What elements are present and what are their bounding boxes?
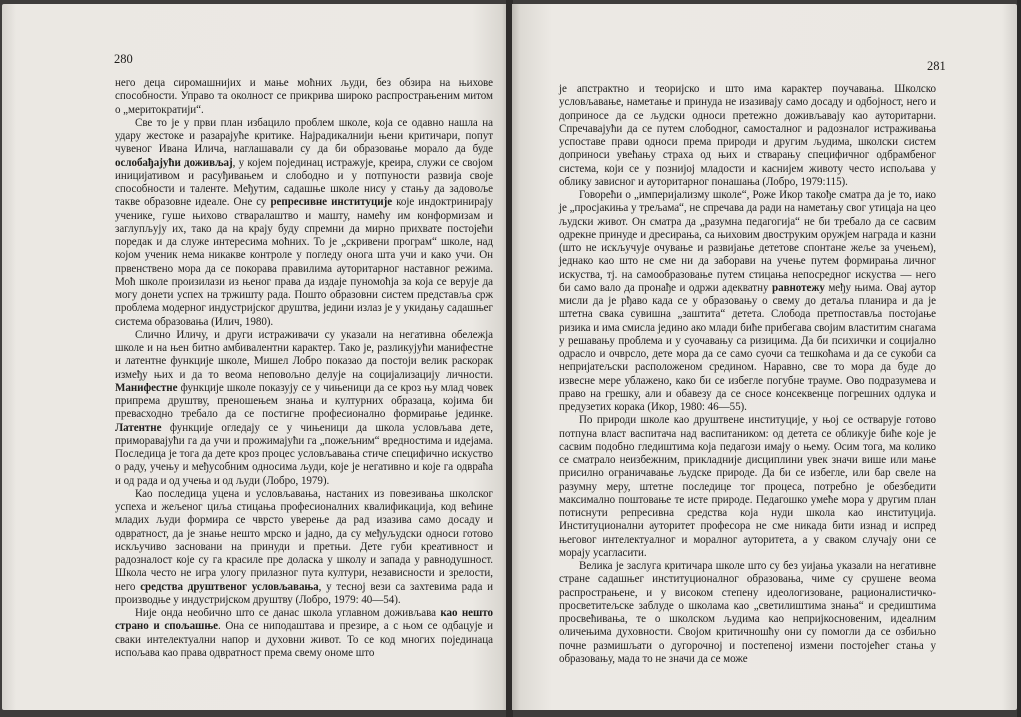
paragraph: [115, 488, 493, 607]
right-page: [512, 4, 1017, 710]
emphasis-text: као нешто страно и спољашње: [115, 607, 493, 633]
text-run: По природи школе као друштвене институције, у њој се остварује готово потпуна власт васпитача над васпитаником: од детета се обликује биће које је сасвим подобно гледиштима која педагози имају о њему. Осим тога, ма колико се сматрало неизбежним, прикладније дисциплини увек значи више или мање присилно ограничавање људске природе. Да би се избегле, или бар свеле на разумну меру, штетне последице тог процеса, потребно је обезбедити максимално поштовање те исте природе. Педагошко умеће мора у другим план потиснути репресивна средства која нуди школа као институција. Институционални ауторитет професора не сме никада бити изнад и испред његовог интелектуалног и моралног ауторитета, а у сваком случају они се морају усагласити.: [559, 414, 936, 559]
page-number: 281: [927, 59, 946, 73]
paragraph: [115, 329, 493, 488]
text-run: него деца сиромашнијих и мање моћних људи, без обзира на њихове способности. Управо та околност се прикрива широко распрострањеним митом о „меритократији“.: [115, 77, 493, 116]
text-run: Велика је заслуга критичара школе што су без уијања указали на негативне стране садашњег институционалног образовања, чиме су срушене веома распрострањене, и у високом степену идеологизоване, рационалистичко-просветитељске заблуде о школама као „светилиштима знања“ и средиштима просвећивања, те о школском људима као непријкосновеним, идеалним оличењима духовности. Својом критичношћу они су помогли да се озбиљно почне размишљати о дугорочној и постепеној измени постојећег стања у образовању, мада то не значи да се може: [559, 560, 936, 665]
paragraph: [115, 117, 493, 329]
emphasis-text: ослобађајући доживљај: [115, 156, 233, 169]
text-run: Говорећи о „империјализму школе“, Роже Икор такође сматра да је то, иако је „просјакиња у трељама“, не спречава да ради на наметању свог утицаја на цео људски живот. Он сматра да „разумна педагогија“ не би требало да се сасвим одрекне принуде и дресирања, са њиховим двоструким оружјем награда и казни (што не искључује очување и развијање дететове спонтане жеље за учењем), једнако као што не сме ни да заборави на учење путем формирања личног искуства, тј. на самообразовање путем стицања непосредног искуства — него би само вало да пронађе и одржи адекватну: [559, 189, 936, 294]
emphasis-text: Манифестне: [115, 381, 178, 394]
text-run: је апстрактно и теоријско и што има карактер поучавања. Школско условљавање, наметање и принуда не изазивају само досаду и одбојност, него и доприносе да се људски односи претежно доживљавају као ауторитарни. Спречавајући да се путем слободног, самосталног и радозналог истраживања успоставе прави односи према природи и другим људима, школски систем доприноси увећању страха од њих и стварању специфичног одбрамбеног система, који се у познијој младости и каснијем животу често испољава у облику зависног и ауторитарног понашања (Лобро, 1979:115).: [559, 83, 936, 188]
text-run: функције огледају се у чињеници да школа условљава дете, приморавајући га да учи и прожимајући га „пожељним“ вредностима и идејама. Последица је тога да дете кроз процес условљавања стиче специфично искуство о раду, учењу и међусобним односима људи, које је негативно и које га одвраћа и од рада и од учења и од људи (Лобро, 1979).: [115, 421, 493, 487]
text-run: , у којем појединац истражује, крeира, служи се својом иницијативом и расуђивањем и слободно и у потпуности развија своје способности и таленте. Међутим, садашње школе нису у стању да задовоље такве образовне идеале. Оне су: [115, 156, 493, 209]
page-body: [115, 77, 493, 660]
emphasis-text: Латентне: [115, 421, 162, 434]
paragraph: [559, 560, 936, 666]
text-run: међу њима. Овај аутор мисли да је рђаво када се у образовању о свему до детаља планира и да је штетна свака сувишна „заштита“ детета. Слобода претпоставља постојање ризика и има смисла једино ако млади биће прибегава својим властитим снагама у решавању проблема и у суочавању са ризицима. Да би психички и социјално одрасло и очврсло, дете мора да се само суочи са тешкоћама и да се сукоби са непријатељски расположеном срединoм. Наравно, све то мора да буде до извесне мере ублажено, како би се избегле погубне трауме. Ово подразумева и право на грешку, али и обавезу да се сносе консеквенце погрешних одлука и предузетих корака (Икор, 1980: 46—55).: [559, 281, 936, 413]
text-run: Слично Иличу, и други истраживачи су указали на негативна обележја школе и на њен битно амбивалентни карактер. Тако је, разликујући манифестне и латентне функције школе, Мишел Лобро показао да постоји велик раскорак између њих и да то веома неповољно делује на социјализацију личности.: [115, 328, 493, 381]
emphasis-text: средства друштвеног условљавања: [140, 580, 319, 593]
emphasis-text: равнотежу: [772, 281, 825, 294]
left-page: [2, 4, 507, 710]
paragraph: [559, 189, 936, 414]
text-run: , у тесној вези са захтевима рада и производње у индустријском друштву (Лобро, 1979: 40—54).: [115, 580, 493, 606]
scan-edge: [1017, 0, 1021, 717]
text-run: функције школе показују се у чињеници да се кроз њу млад човек припрема друштву, преношењем знања и културних образаца, којима би превасходно требало да се постигне професионално формирање јединке.: [115, 381, 493, 421]
text-run: . Она се ниподаштава и презире, а с њом се одбацује и сваки интелектуални напор и духовни живот. То се код многих појединаца испољава као права одвратност према свему ономе што: [115, 620, 494, 659]
emphasis-text: репресивне институције: [270, 196, 393, 209]
paragraph: [559, 414, 936, 560]
text-run: Није онда необично што се данас школа углавном доживљава: [135, 607, 441, 619]
paragraph: [559, 83, 936, 189]
text-run: Као последица уцена и условљавања, настаних из повезивања школског успеха и жељеног циља стицања професионалних квалификација, код већине младих људи формира се чврсто уверење да рад изазива само досаду и одвратност, да је знање нешто мрско и јадно, да су међуљудски односи готово искључиво засновани на принуди и претњи. Дете губи креативност и радозналост које су га красиле пре доласка у школу и запада у равнодушност. Школа често не игра улогу прилазног пута култури, независности и зрелости, него: [115, 487, 493, 593]
paragraph: [115, 77, 493, 117]
text-run: које индоктринирају ученике, гуше њихово стваралаштво и машту, намећу им конформизам и заглупљују их, тако да на крају буду спремни да мирно прихвате постојећи поредак и да служе интересима моћних. То је „скривени програм“ школе, над којом ученик нема никакве контроле у погледу онога шта учи и како учи. Он првенствено мора да се покорава правилима ауторитарног наставног режима. Моћ школе произилази из њеног права да издаје пуномоћја за која се верује да могу донети успех на тржишту рада. Пошто образовни систем представља срж проблема модерног индустријског друштва, једини излаз је у укидању садашњег система образовања (Илич, 1980).: [115, 196, 493, 328]
page-number: 280: [114, 52, 133, 66]
text-run: Све то је у први план избацило проблем школе, која се одавно нашла на удару жестоке и разарајуће критике. Најрадикалнији њени критичари, попут чувеног Ивана Илича, наглашавали су да би образовање морало да буде: [115, 116, 493, 156]
paragraph: [115, 607, 493, 660]
page-body: [559, 83, 936, 666]
